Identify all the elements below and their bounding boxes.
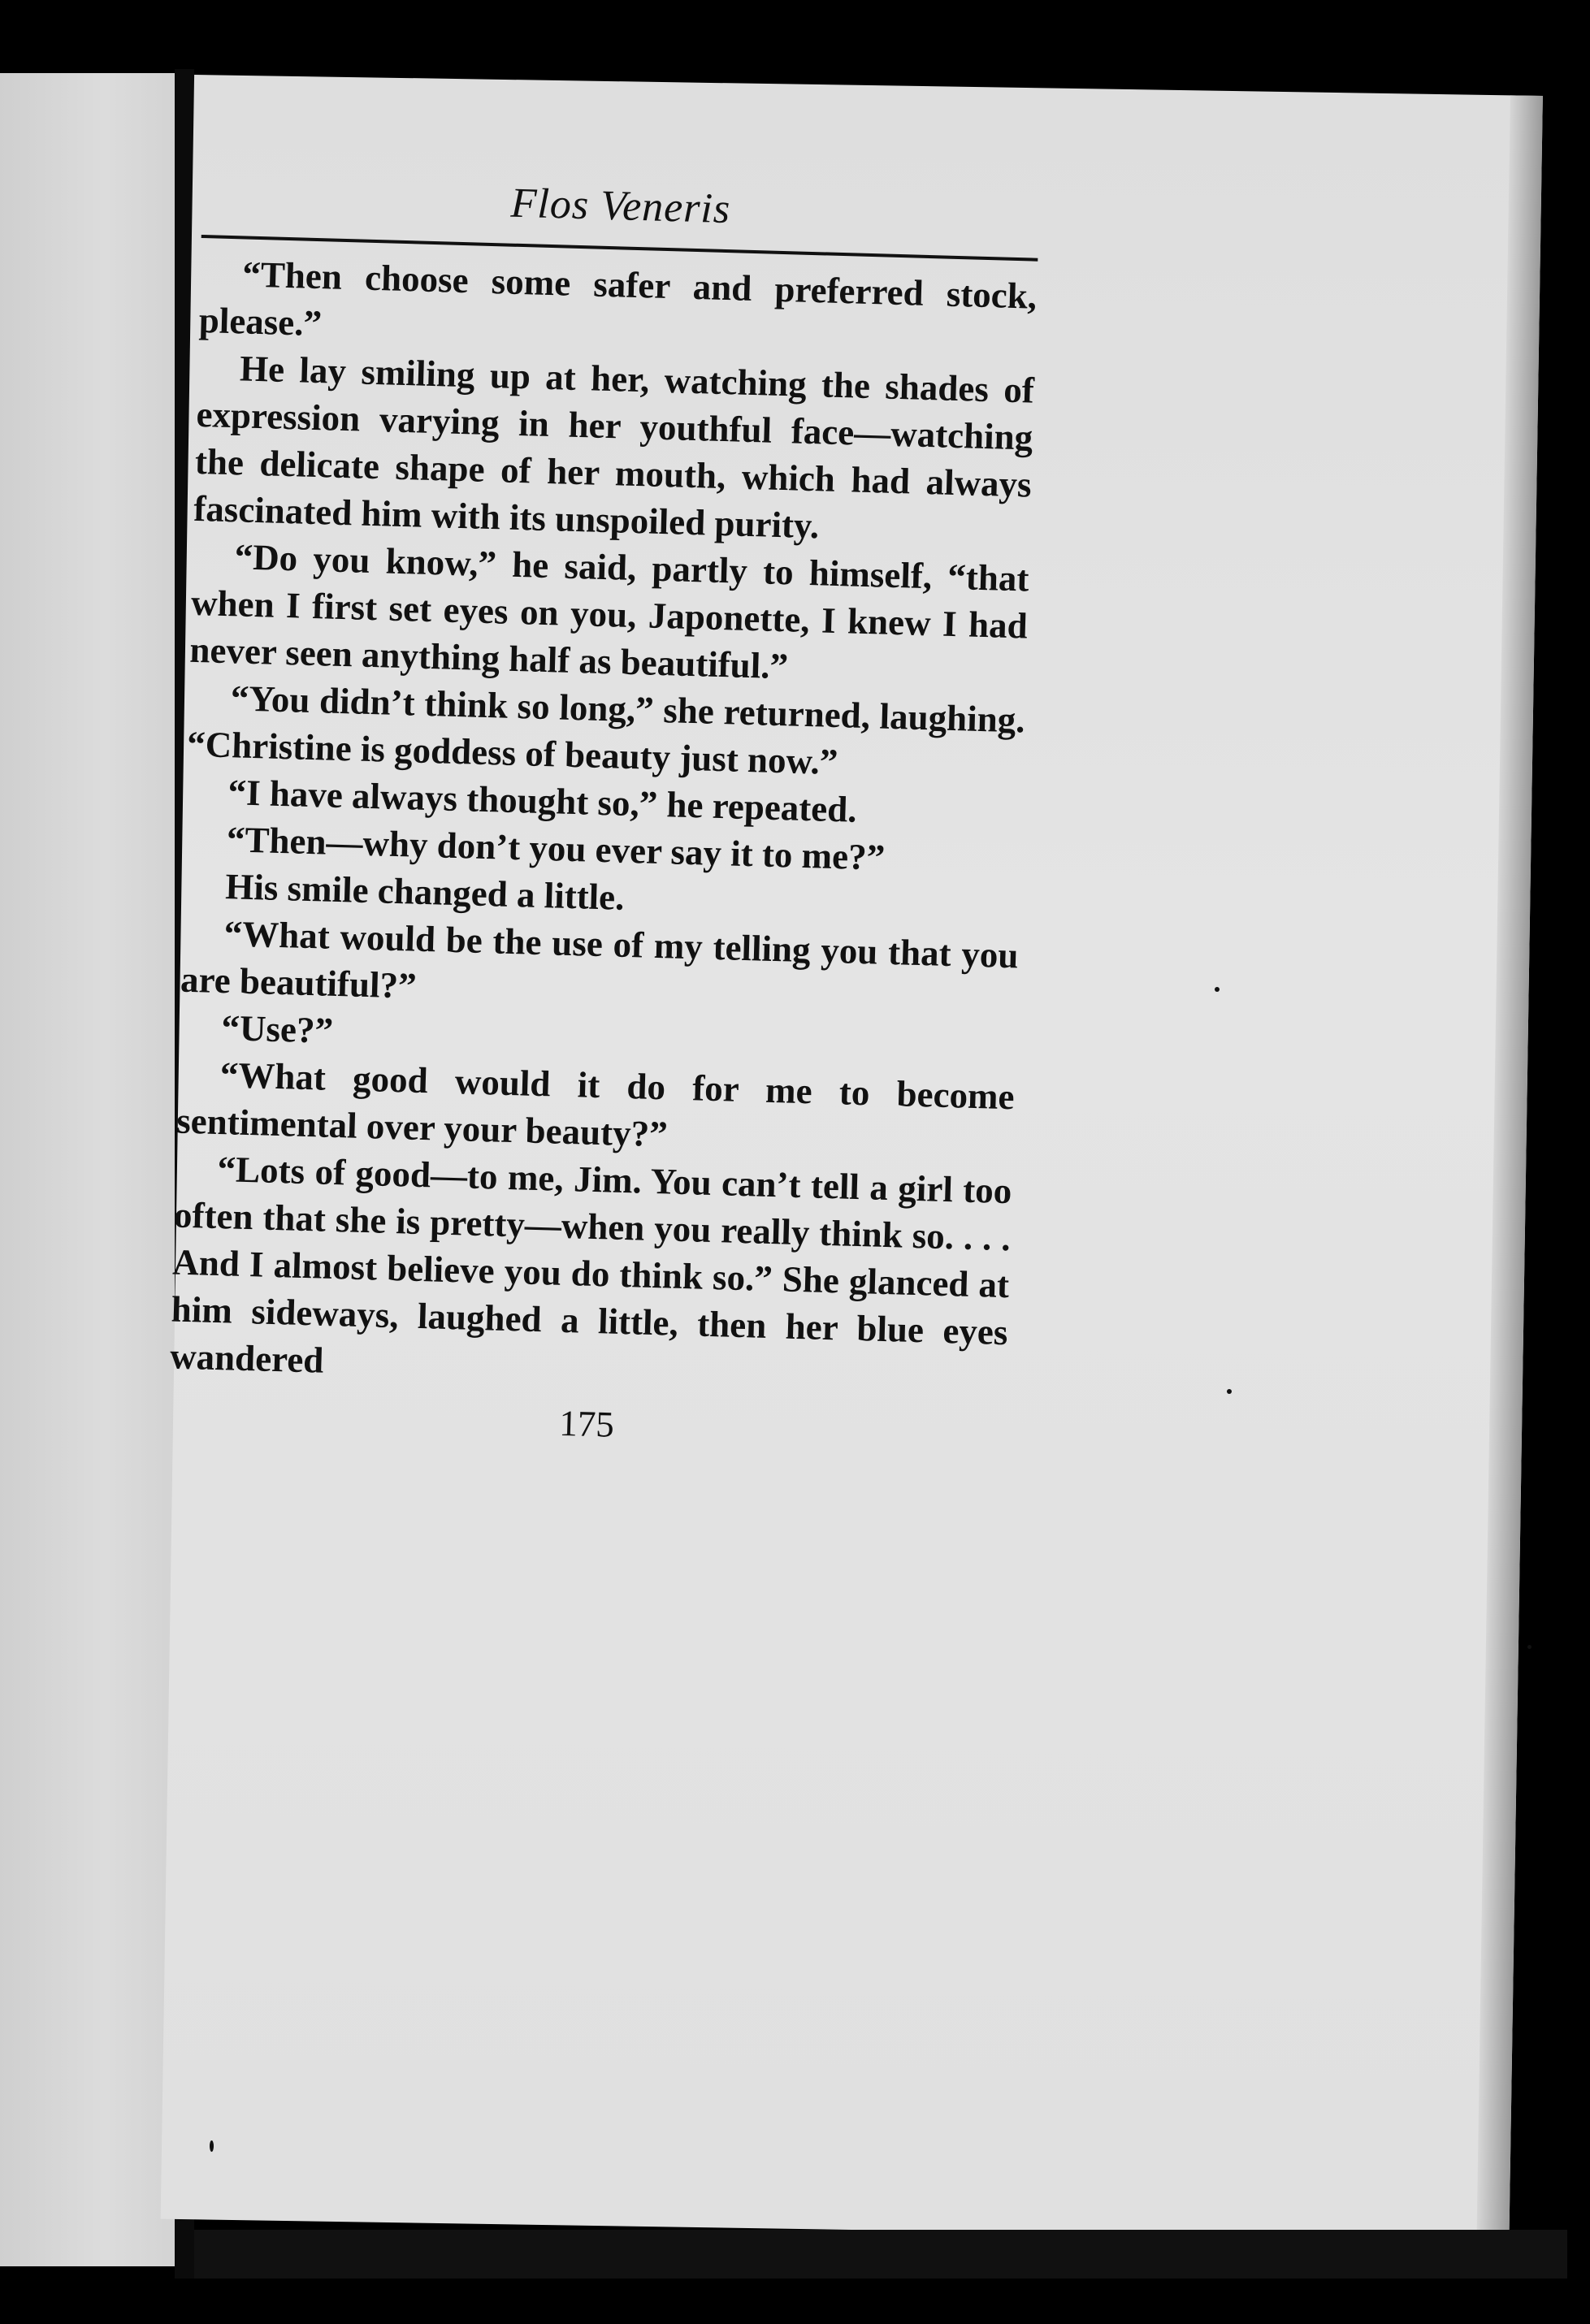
page-right-edge	[1476, 95, 1542, 2240]
facing-page-edge	[0, 73, 175, 2266]
scan-bottom-border	[194, 2230, 1567, 2279]
paragraph: “I have always thought so,” he repeated.	[227, 772, 858, 830]
scan-speck	[1227, 1389, 1232, 1394]
paragraph: He lay smiling up at her, watching the shades of expression varying in her youthful face—watching the delicate shape of her mouth, which had always fascinated him with its unspoiled purity.	[193, 348, 1035, 547]
paragraph: His smile changed a little.	[224, 866, 626, 918]
scan-speck	[1527, 1645, 1532, 1649]
paragraph: “You didn’t think so long,” she returned, laughing. “Christine is goddess of beauty just now.”	[186, 677, 1026, 783]
running-head: Flos Veneris	[201, 171, 1040, 262]
scan-speck	[210, 2140, 214, 2152]
scan-speck	[1215, 987, 1220, 992]
paragraph: “What good would it do for me to become sentimental over your beauty?”	[175, 1054, 1016, 1155]
paragraph: “What would be the use of my telling you that you are beautiful?”	[180, 913, 1020, 1006]
paragraph: “Then choose some safer and preferred stock, please.”	[198, 253, 1038, 344]
paragraph: “Lots of good—to me, Jim. You can’t tell a girl too often that she is pretty—when you really think so. . . . And I almost believe you do think so.” She glanced at him sideways, laughed a little, then her blue eyes wandered	[169, 1148, 1013, 1381]
paragraph: “Do you know,” he said, partly to himself, “that when I first set eyes on you, Japonette, I knew I had never seen anything half as beautiful.”	[188, 536, 1030, 687]
paragraph: “Use?”	[220, 1007, 334, 1051]
page-text-block	[168, 171, 1040, 1456]
page-number: 175	[558, 1402, 615, 1445]
paragraph: “Then—why don’t you ever say it to me?”	[226, 819, 886, 878]
